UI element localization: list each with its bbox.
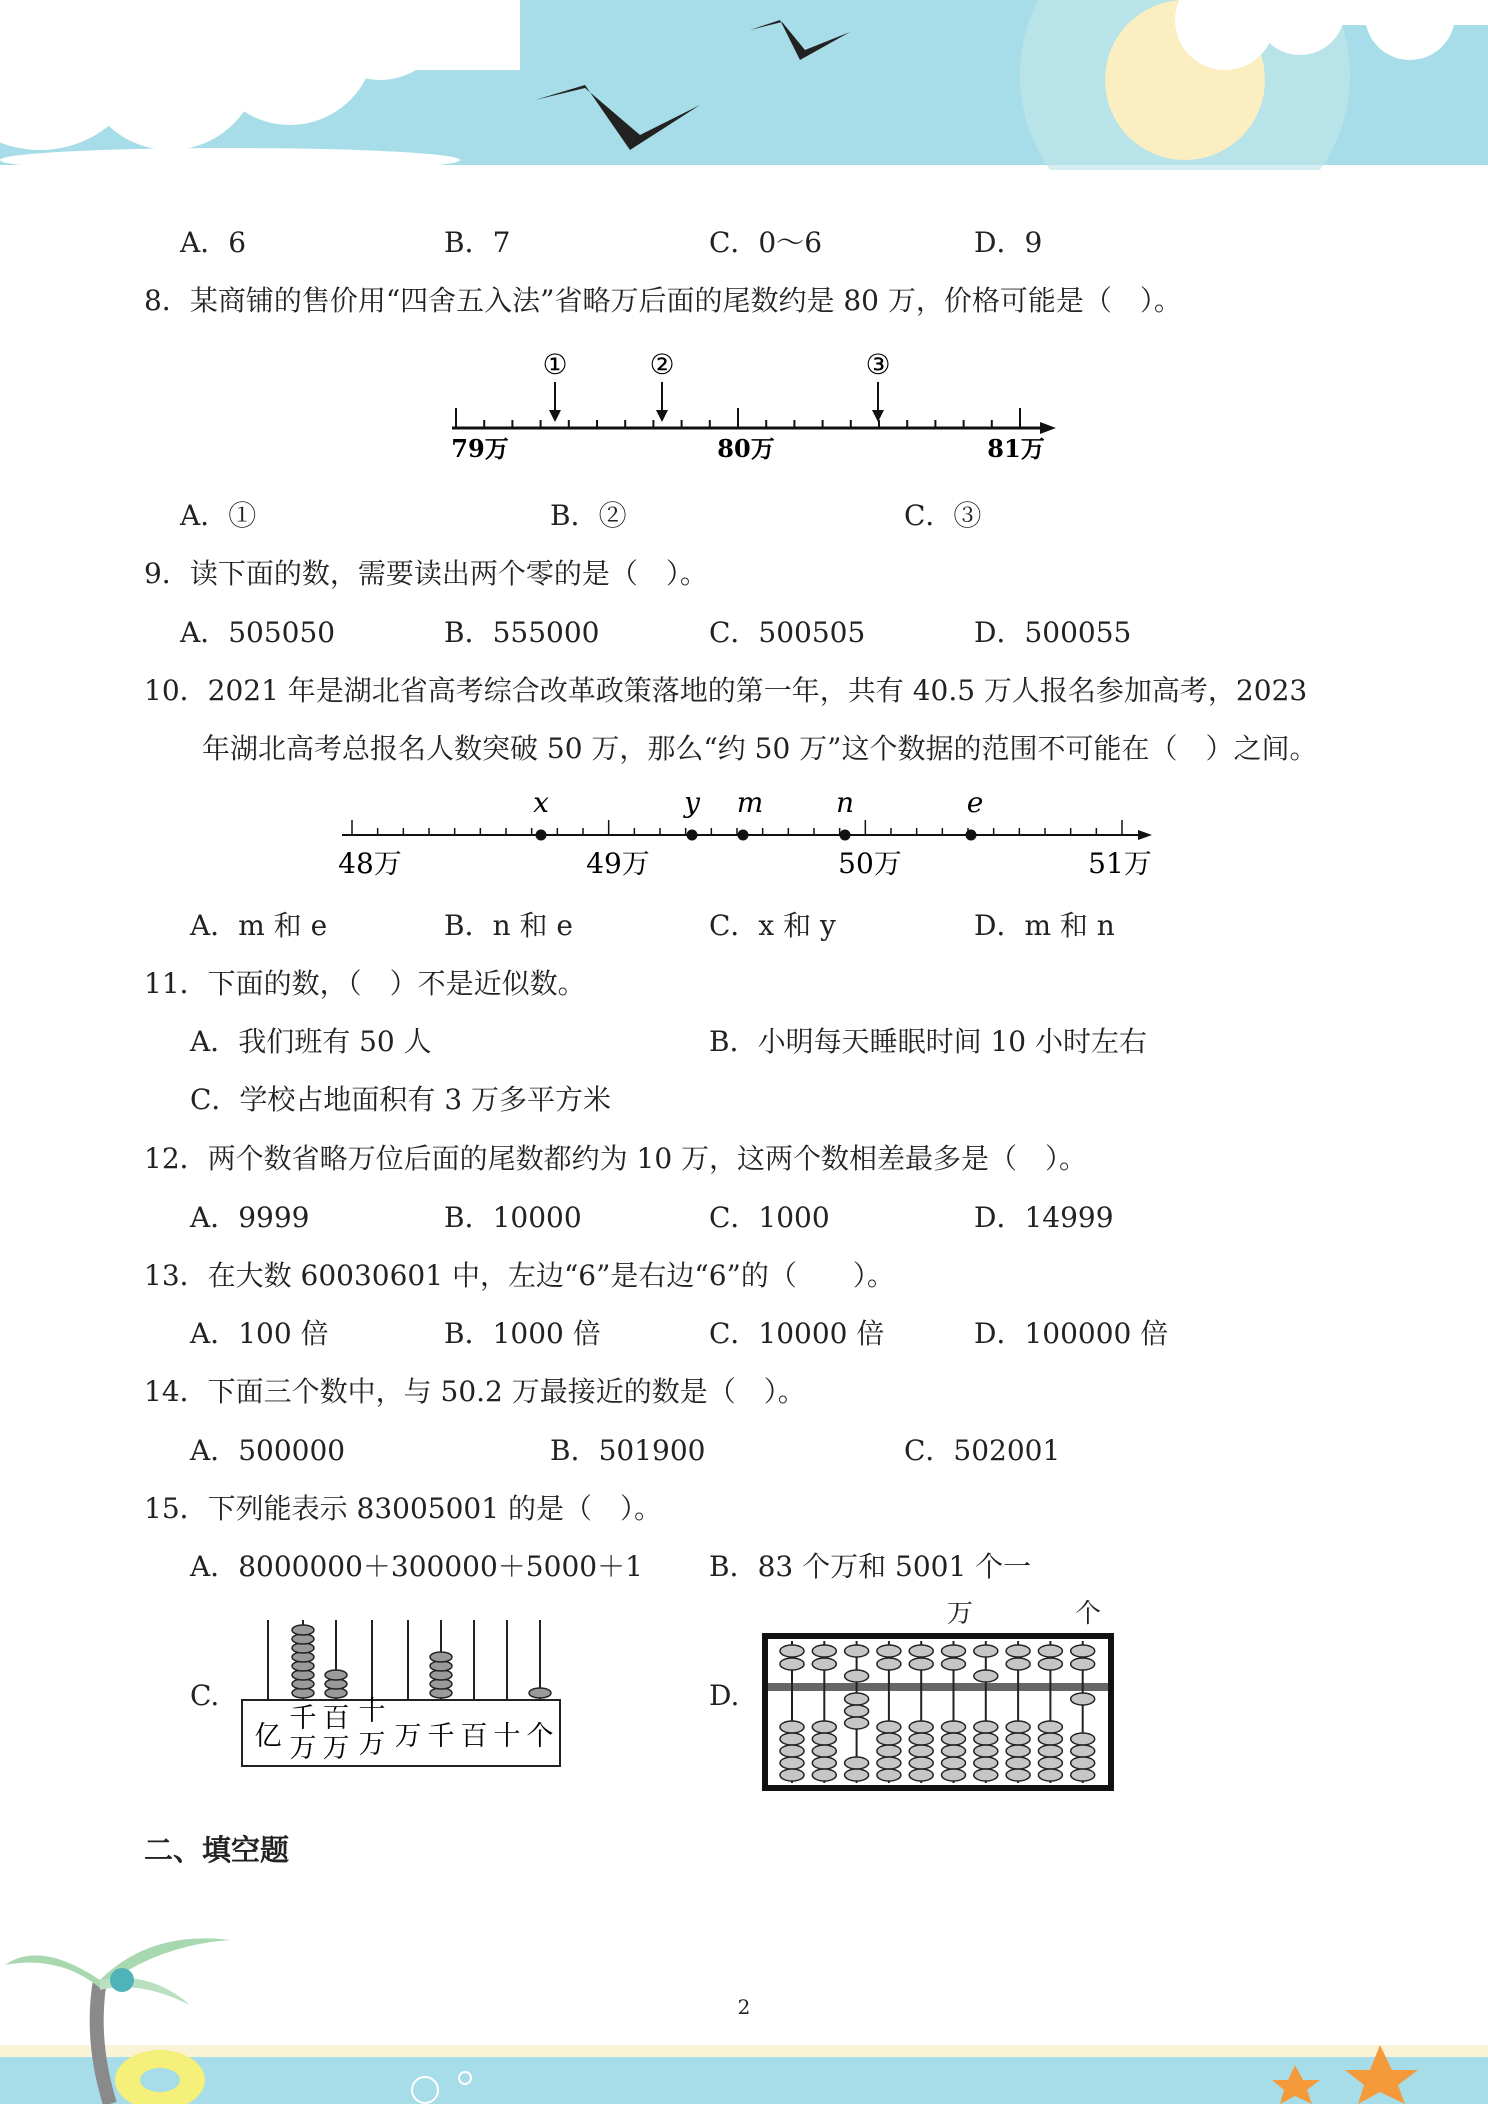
place-qian: 千 — [427, 1721, 455, 1752]
abacus-bead — [974, 1645, 998, 1657]
abacus-bead — [909, 1721, 933, 1733]
place-ge: 个 — [526, 1721, 554, 1752]
abacus-bead — [942, 1745, 966, 1757]
q8-marker-1: ① — [542, 348, 568, 381]
abacus-bead — [974, 1733, 998, 1745]
q9-stem: 9．读下面的数，需要读出两个零的是（ ）。 — [144, 557, 708, 590]
place-shiwan-top: 十 — [358, 1696, 386, 1727]
q10-point-x: x — [533, 786, 549, 819]
abacus-bead — [974, 1757, 998, 1769]
abacus-bead — [909, 1757, 933, 1769]
q12-option-d: D．14999 — [974, 1201, 1114, 1234]
abacus-bead — [942, 1645, 966, 1657]
abacus-bead — [877, 1757, 901, 1769]
place-baiwan-bottom: 万 — [322, 1733, 350, 1764]
abacus-bead — [877, 1745, 901, 1757]
q10-point-m: m — [736, 786, 764, 819]
place-shiwan-bottom: 万 — [358, 1729, 386, 1760]
q12-option-c: C．1000 — [709, 1201, 830, 1234]
abacus-bead — [812, 1745, 836, 1757]
abacus-bead — [877, 1658, 901, 1670]
q11-option-b: B．小明每天睡眠时间 10 小时左右 — [709, 1025, 1148, 1058]
abacus-bead — [1038, 1757, 1062, 1769]
abacus-bead — [845, 1670, 869, 1682]
abacus-bead — [1071, 1645, 1095, 1657]
abacus-bead — [1038, 1645, 1062, 1657]
q13-option-a: A．100 倍 — [190, 1317, 329, 1350]
abacus-bead — [909, 1769, 933, 1781]
abacus-bead — [942, 1658, 966, 1670]
abacus-bead — [909, 1645, 933, 1657]
q13-option-d: D．100000 倍 — [974, 1317, 1169, 1350]
q10-axis-label-49: 49万 — [586, 847, 650, 880]
abacus-bead — [812, 1769, 836, 1781]
abacus-bead — [942, 1757, 966, 1769]
place-wan: 万 — [394, 1721, 422, 1752]
abacus-bead — [1071, 1745, 1095, 1757]
abacus-bead — [812, 1721, 836, 1733]
q10-stem-line1: 10．2021 年是湖北省高考综合改革政策落地的第一年，共有 40.5 万人报名参加高考，2023 — [144, 674, 1308, 707]
abacus-bead — [877, 1721, 901, 1733]
abacus-bead — [974, 1721, 998, 1733]
q9-option-b: B．555000 — [444, 616, 600, 649]
abacus-bead — [1006, 1721, 1030, 1733]
abacus-bead — [845, 1705, 869, 1717]
q12-option-a: A．9999 — [190, 1201, 310, 1234]
q10-point-e: e — [966, 786, 984, 819]
q8-option-c: C．③ — [904, 499, 982, 532]
q7-option-a: A．6 — [180, 226, 247, 259]
abacus-bead — [909, 1658, 933, 1670]
q15-option-c-label: C. — [190, 1679, 220, 1712]
abacus-bead — [1071, 1769, 1095, 1781]
abacus-bead — [877, 1733, 901, 1745]
q11-stem: 11．下面的数，（ ）不是近似数。 — [144, 967, 586, 1000]
q10-point-n: n — [835, 786, 855, 819]
header-decoration — [0, 0, 1488, 170]
abacus-bead — [845, 1693, 869, 1705]
abacus-bead — [1006, 1745, 1030, 1757]
q15-counting-frame — [238, 1615, 568, 1770]
abacus-bead — [812, 1757, 836, 1769]
page-number: 2 — [737, 1995, 751, 2019]
abacus-bead — [974, 1745, 998, 1757]
abacus-bead — [1071, 1757, 1095, 1769]
abacus-bead — [812, 1658, 836, 1670]
abacus-bead — [1038, 1721, 1062, 1733]
abacus-label-ge: 个 — [1075, 1599, 1102, 1629]
q10-option-a: A．m 和 e — [190, 909, 328, 942]
q15-stem: 15．下列能表示 83005001 的是（ ）。 — [144, 1492, 662, 1525]
q8-marker-3: ③ — [865, 348, 891, 381]
q8-stem: 8．某商铺的售价用“四舍五入法”省略万后面的尾数约是 80 万，价格可能是（ ）。 — [144, 284, 1182, 317]
q10-option-c: C．x 和 y — [709, 909, 836, 942]
q9-option-c: C．500505 — [709, 616, 866, 649]
abacus-bead — [780, 1745, 804, 1757]
abacus-bead — [1006, 1658, 1030, 1670]
q8-option-b: B．② — [550, 499, 627, 532]
q9-option-d: D．500055 — [974, 616, 1132, 649]
counter-bead — [430, 1652, 452, 1662]
place-shi: 十 — [493, 1721, 521, 1752]
abacus-bead — [780, 1721, 804, 1733]
place-bai: 百 — [460, 1721, 488, 1752]
q8-marker-2: ② — [649, 348, 675, 381]
abacus-bead — [1006, 1733, 1030, 1745]
abacus-bead — [942, 1733, 966, 1745]
abacus-bead — [780, 1757, 804, 1769]
abacus-bead — [1071, 1658, 1095, 1670]
q15-option-a: A．8000000＋300000＋5000＋1 — [190, 1550, 643, 1583]
q8-number-line — [440, 340, 1060, 470]
abacus-bead — [1006, 1645, 1030, 1657]
section-title: 二、填空题 — [144, 1833, 290, 1867]
place-yi: 亿 — [254, 1721, 282, 1752]
abacus-bead — [780, 1658, 804, 1670]
q10-axis-label-48: 48万 — [338, 847, 402, 880]
abacus-label-wan: 万 — [947, 1599, 974, 1629]
q13-option-c: C．10000 倍 — [709, 1317, 885, 1350]
abacus-bead — [942, 1769, 966, 1781]
counter-bead — [325, 1670, 347, 1680]
q10-point-y: y — [684, 786, 700, 819]
abacus-bead — [942, 1721, 966, 1733]
abacus-bead — [1071, 1733, 1095, 1745]
q10-option-b: B．n 和 e — [444, 909, 573, 942]
abacus-bead — [974, 1670, 998, 1682]
q14-stem: 14．下面三个数中，与 50.2 万最接近的数是（ ）。 — [144, 1375, 806, 1408]
counter-bead — [292, 1625, 314, 1635]
q13-option-b: B．1000 倍 — [444, 1317, 601, 1350]
abacus-bead — [812, 1733, 836, 1745]
abacus-bead — [780, 1645, 804, 1657]
abacus-bead — [845, 1717, 869, 1729]
q10-axis-label-50: 50万 — [838, 847, 902, 880]
abacus-bead — [877, 1769, 901, 1781]
abacus-bead — [1071, 1693, 1095, 1705]
q10-stem-line2: 年湖北高考总报名人数突破 50 万，那么“约 50 万”这个数据的范围不可能在（ ）之间。 — [202, 732, 1318, 765]
place-qianwan-top: 千 — [289, 1703, 317, 1734]
abacus-bead — [909, 1745, 933, 1757]
q12-option-b: B．10000 — [444, 1201, 582, 1234]
q15-option-b: B．83 个万和 5001 个一 — [709, 1550, 1032, 1583]
q14-option-a: A．500000 — [190, 1434, 346, 1467]
q11-option-c: C．学校占地面积有 3 万多平方米 — [190, 1083, 612, 1116]
q7-option-b: B．7 — [444, 226, 511, 259]
q15-option-d-label: D. — [709, 1679, 740, 1712]
abacus-bead — [1006, 1757, 1030, 1769]
q12-stem: 12．两个数省略万位后面的尾数都约为 10 万，这两个数相差最多是（ ）。 — [144, 1142, 1088, 1175]
abacus-bead — [1038, 1658, 1062, 1670]
q9-option-a: A．505050 — [180, 616, 336, 649]
abacus-bead — [845, 1645, 869, 1657]
q8-option-a: A．① — [180, 499, 257, 532]
abacus-bead — [780, 1769, 804, 1781]
q10-option-d: D．m 和 n — [974, 909, 1115, 942]
q7-option-c: C．0～6 — [709, 226, 823, 259]
q11-option-a: A．我们班有 50 人 — [190, 1025, 432, 1058]
q8-axis-label-79: 79万 — [451, 434, 509, 463]
q8-axis-label-81: 81万 — [987, 434, 1045, 463]
abacus-bead — [1038, 1745, 1062, 1757]
abacus-bead — [974, 1769, 998, 1781]
q10-number-line — [330, 780, 1160, 885]
abacus-bead — [812, 1645, 836, 1657]
q8-axis-label-80: 80万 — [717, 434, 775, 463]
counter-bead — [529, 1688, 551, 1698]
abacus-bead — [1038, 1769, 1062, 1781]
q7-option-d: D．9 — [974, 226, 1043, 259]
place-baiwan-top: 百 — [322, 1703, 350, 1734]
abacus-bead — [1038, 1733, 1062, 1745]
abacus-bead — [877, 1645, 901, 1657]
place-qianwan-bottom: 万 — [289, 1733, 317, 1764]
abacus-bead — [780, 1733, 804, 1745]
q15-abacus — [762, 1633, 1114, 1791]
q10-axis-label-51: 51万 — [1088, 847, 1152, 880]
q14-option-c: C．502001 — [904, 1434, 1061, 1467]
q13-stem: 13．在大数 60030601 中，左边“6”是右边“6”的（ ）。 — [144, 1259, 895, 1292]
abacus-bead — [909, 1733, 933, 1745]
abacus-bead — [845, 1757, 869, 1769]
q14-option-b: B．501900 — [550, 1434, 706, 1467]
footer-decoration — [0, 1920, 1488, 2104]
abacus-bead — [845, 1769, 869, 1781]
abacus-bead — [1006, 1769, 1030, 1781]
